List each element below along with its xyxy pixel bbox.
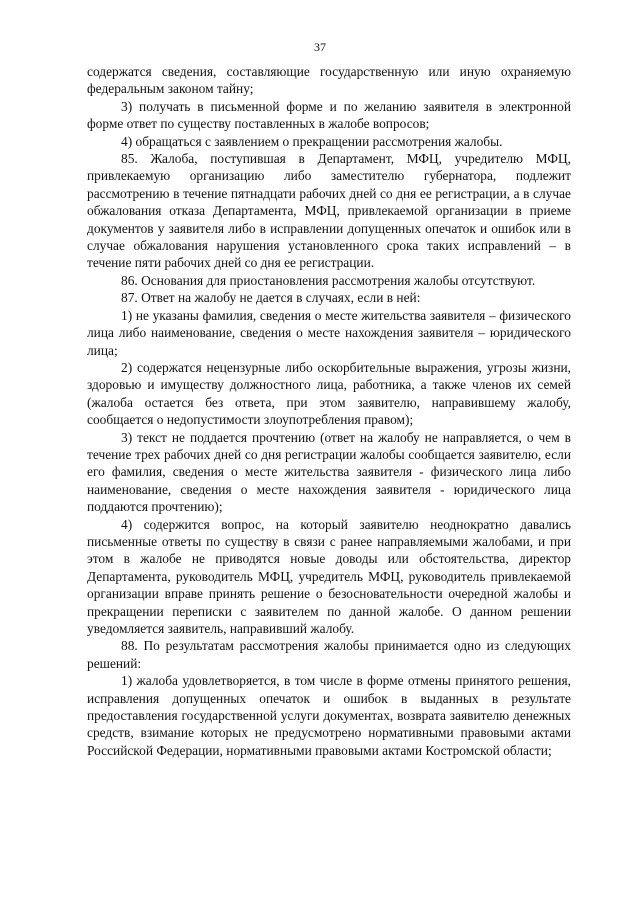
paragraph-87-item-4: 4) содержится вопрос, на который заявителю неоднократно давались письменные ответы по существу в связи с ранее направляемыми жалобами, и при этом в жалобе не приводятся новые доводы или обстоятельства, директор Департамента, руководитель МФЦ, учредитель МФЦ, руководитель привлекаемой организации вправе принять решение о безосновательности очередной жалобы и прекращении переписки с заявителем по данной жалобе. О данном решении уведомляется заявитель, направивший жалобу.	[87, 516, 571, 636]
paragraph-continuation: содержатся сведения, составляющие государственную или иную охраняемую федеральным законом тайну;	[87, 64, 571, 97]
paragraph-item-3: 3) получать в письменной форме и по желанию заявителя в электронной форме ответ по существу поставленных в жалобе вопросов;	[87, 98, 571, 132]
paragraph-86: 86. Основания для приостановления рассмотрения жалобы отсутствуют.	[121, 272, 536, 288]
paragraph-85: 85. Жалоба, поступившая в Департамент, МФЦ, учредителю МФЦ, привлекаемую организацию либо заместителю губернатора, подлежит рассмотрению в течение пятнадцати рабочих дней со дня ее регистрации, а в случае обжалования отказа Департамента, МФЦ, привлекаемой организации в приеме документов у заявителя либо в исправлении допущенных опечаток и ошибок или в случае обжалования нарушения установленного срока таких исправлений – в течение пяти рабочих дней со дня ее регистрации.	[87, 151, 571, 271]
paragraph-88: 88. По результатам рассмотрения жалобы принимается одно из следующих решений:	[87, 638, 571, 671]
paragraph-87-item-2: 2) содержатся нецензурные либо оскорбительные выражения, угрозы жизни, здоровью и имуществу должностного лица, работника, а также членов их семей (жалоба остается без ответа, при этом заявителю, направившему жалобу, сообщается о недопустимости злоупотребления правом);	[87, 359, 571, 428]
paragraph-87-item-1: 1) не указаны фамилия, сведения о месте жительства заявителя – физического лица либо наименование, сведения о месте нахождения заявителя – юридического лица;	[87, 307, 571, 358]
page-number: 37	[314, 40, 326, 54]
paragraph-item-4: 4) обращаться с заявлением о прекращении рассмотрения жалобы.	[121, 133, 503, 149]
paragraph-87-item-3: 3) текст не поддается прочтению (ответ на жалобу не направляется, о чем в течение трех рабочих дней со дня регистрации жалобы сообщается заявителю, если его фамилия, сведения о месте жительства заявителя - физического лица либо наименование, сведения о месте нахождения заявителя - юридического лица поддаются прочтению);	[87, 429, 571, 515]
paragraph-87: 87. Ответ на жалобу не дается в случаях, если в ней:	[121, 290, 421, 306]
document-body	[87, 63, 571, 759]
paragraph-88-item-1: 1) жалоба удовлетворяется, в том числе в форме отмены принятого решения, исправления допущенных опечаток и ошибок в выданных в результате предоставления государственной услуги документах, возврата заявителю денежных средств, взимание которых не предусмотрено нормативными правовыми актами Российской Федерации, нормативными правовыми актами Костромской области;	[87, 673, 571, 758]
